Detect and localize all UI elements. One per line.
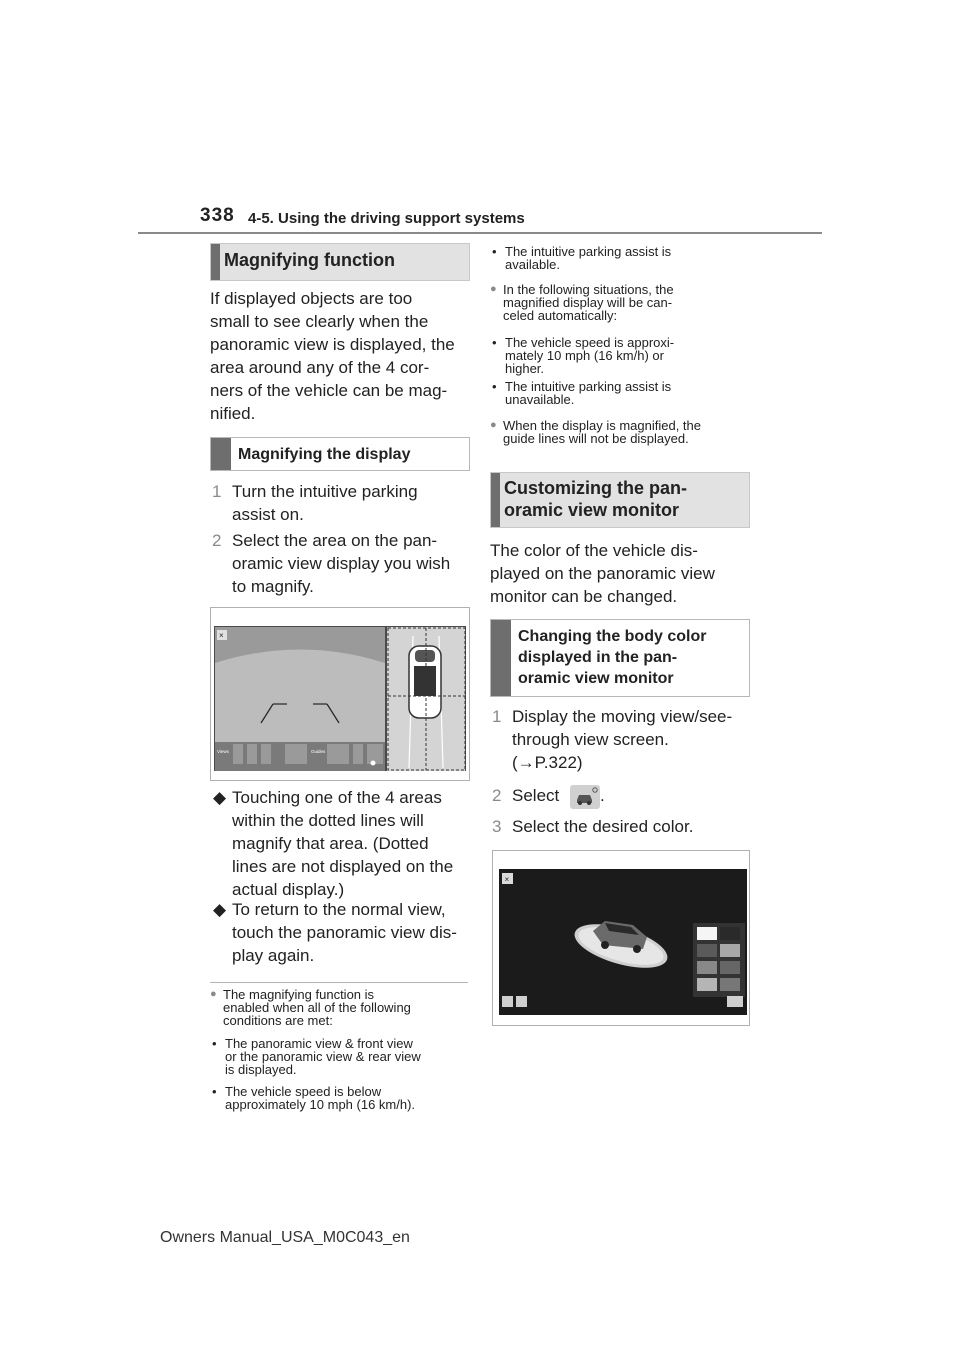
body-color-subheading: Changing the body color displayed in the pan- oramic view monitor (490, 619, 750, 697)
circle-icon: ● (490, 419, 497, 431)
right-note-2-item-1: • The vehicle speed is approxi- mately 10 mph (16 km/h) or higher. (492, 335, 675, 376)
section-title: 4-5. Using the driving support systems (248, 210, 525, 227)
left-step-1: 1 Turn the intuitive parking assist on. (212, 482, 418, 524)
svg-text:×: × (219, 631, 224, 640)
note-rule (210, 982, 468, 983)
customizing-intro: The color of the vehicle dis- played on the panoramic view monitor can be changed. (490, 541, 715, 606)
color-select-screen (493, 851, 749, 1025)
car-settings-icon (570, 785, 600, 809)
left-note: ● The magnifying function is enabled when all of the following conditions are met: (210, 987, 411, 1028)
circle-icon: ● (210, 988, 217, 1000)
right-step-2: 2 Select . (492, 784, 754, 810)
right-top-item: • The intuitive parking assist is available. (492, 244, 672, 272)
left-note-item-2: • The vehicle speed is below approximately 10 mph (16 km/h). (212, 1084, 416, 1112)
footer-text: Owners Manual_USA_M0C043_en (160, 1229, 410, 1246)
body-color-figure (492, 850, 750, 1026)
left-step-2: 2 Select the area on the pan- oramic view display you wish to magnify. (212, 531, 451, 596)
page-number: 338 (200, 205, 235, 226)
svg-text:×: × (504, 875, 510, 884)
left-bullet-1: ◆ Touching one of the 4 areas within the dotted lines will magnify that area. (Dotted lines are not displayed on the actual display.) (213, 788, 454, 899)
right-note-2-item-2: • The intuitive parking assist is unavailable. (492, 379, 672, 407)
views-label: Views (217, 749, 229, 754)
panoramic-screen (211, 608, 469, 780)
left-note-item-1: • The panoramic view & front view or the panoramic view & rear view is displayed. (212, 1036, 421, 1077)
customizing-heading: Customizing the pan- oramic view monitor (490, 472, 750, 528)
magnifying-function-heading: Magnifying function (210, 243, 470, 281)
header-rule (138, 232, 822, 234)
magnifying-display-subheading: Magnifying the display (210, 437, 470, 471)
right-note-2: ● In the following situations, the magnified display will be can- celed automatically: (490, 282, 674, 323)
panoramic-view-figure (210, 607, 470, 781)
left-bullet-2: ◆ To return to the normal view, touch the panoramic view dis- play again. (213, 900, 457, 965)
magnifying-intro: If displayed objects are too small to see clearly when the panoramic view is displayed, the area around any of the 4 cor- ners of the vehicle can be mag- nified. (210, 289, 455, 423)
diamond-bullet-icon: ◆ (213, 788, 227, 807)
diamond-bullet-icon: ◆ (213, 900, 227, 919)
circle-icon: ● (490, 283, 497, 295)
right-step-1: 1 Display the moving view/see- through view screen. (→P.322) (492, 707, 733, 772)
right-note-3: ● When the display is magnified, the guide lines will not be displayed. (490, 418, 701, 446)
right-step-3: 3 Select the desired color. (492, 817, 694, 836)
guides-label: Guides (311, 749, 326, 754)
